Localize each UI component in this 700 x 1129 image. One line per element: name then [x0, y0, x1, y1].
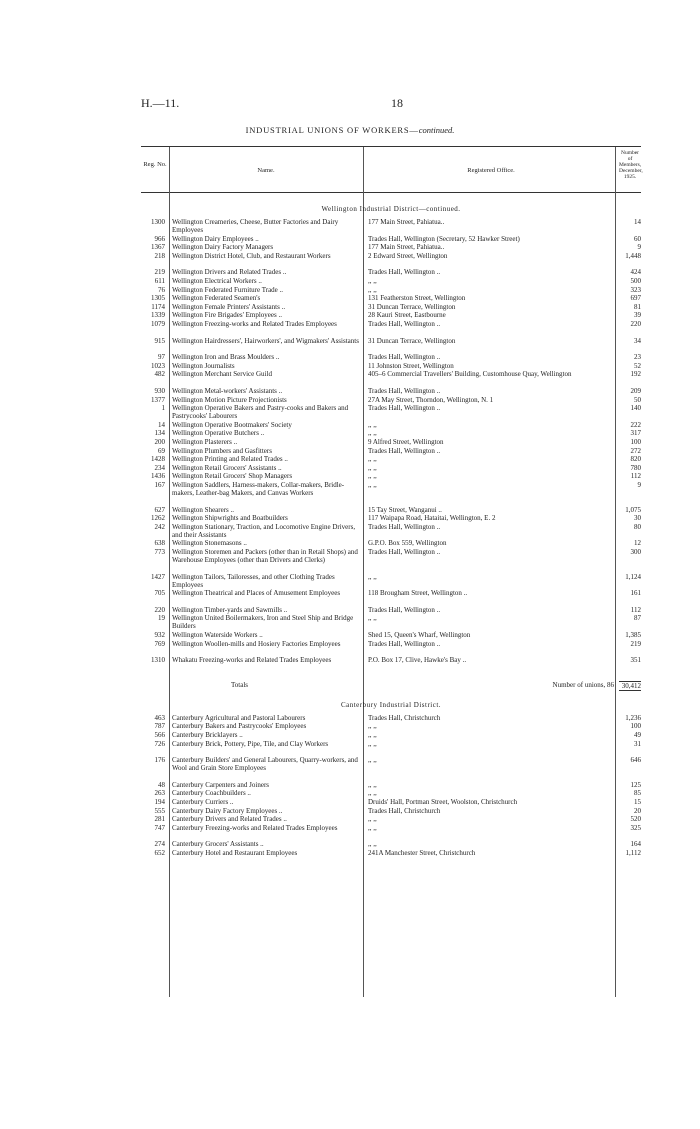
- member-count: 80: [634, 522, 641, 531]
- registered-office: 31 Duncan Terrace, Wellington: [368, 302, 456, 311]
- table-row: [141, 396, 641, 404]
- member-count: 30: [634, 514, 641, 523]
- union-name: Canterbury Carpenters and Joiners: [172, 780, 269, 789]
- member-count: 351: [630, 656, 641, 665]
- union-name: Canterbury Coachbuilders ..: [172, 789, 251, 798]
- title-continued: continued.: [418, 125, 455, 135]
- union-name: Wellington Electrical Workers ..: [172, 277, 262, 285]
- reg-no: 747: [154, 823, 165, 832]
- col-members: Number of Members, December, 1925.: [619, 150, 643, 180]
- union-name: Wellington Woollen-mills and Hosiery Factories Employees: [172, 639, 341, 648]
- registered-office: 118 Brougham Street, Wellington ..: [368, 589, 468, 598]
- registered-office: G.P.O. Box 559, Wellington: [368, 539, 447, 548]
- member-count: 49: [634, 731, 641, 739]
- registered-office: Trades Hall, Christchurch: [368, 806, 441, 815]
- registered-office: ,, ,,: [368, 420, 377, 429]
- registered-office: Trades Hall, Wellington ..: [368, 320, 441, 328]
- registered-office: Trades Hall, Wellington ..: [368, 605, 441, 614]
- registered-office: Trades Hall, Wellington ..: [368, 446, 441, 455]
- registered-office: ,, ,,: [368, 614, 377, 623]
- registered-office: 2 Edward Street, Wellington: [368, 251, 448, 260]
- reg-no: 134: [154, 429, 165, 438]
- table-row: [141, 286, 641, 294]
- reg-no: 638: [154, 539, 165, 548]
- member-count: 646: [630, 756, 641, 765]
- member-count: 12: [634, 539, 641, 548]
- reg-no: 773: [154, 548, 165, 556]
- table-row: [141, 631, 641, 639]
- member-count: 219: [630, 639, 641, 648]
- reg-no: 218: [154, 251, 165, 260]
- reg-no: 463: [154, 713, 165, 722]
- table-row: [141, 421, 641, 429]
- reg-no: 611: [154, 277, 165, 285]
- totals-row: [141, 681, 641, 690]
- member-count: 323: [630, 285, 641, 294]
- member-count: 31: [634, 739, 641, 748]
- member-count: 1,112: [625, 849, 641, 857]
- registered-office: Trades Hall, Wellington ..: [368, 548, 441, 556]
- member-count: 14: [634, 218, 641, 226]
- registered-office: Trades Hall, Christchurch: [368, 713, 441, 722]
- union-name: Wellington Hairdressers', Hairworkers', and Wigmakers' Assistants: [172, 336, 359, 345]
- registered-office: 117 Waipapa Road, Hataitai, Wellington, E. 2: [368, 514, 496, 523]
- table-row: [141, 756, 641, 780]
- registered-office: 177 Main Street, Pahiatua..: [368, 218, 445, 226]
- registered-office: 15 Tay Street, Wanganui ..: [368, 505, 442, 514]
- union-name: Canterbury Bakers and Pastrycooks' Employees: [172, 722, 307, 731]
- reg-no: 76: [158, 285, 165, 294]
- table-row: [141, 455, 641, 463]
- member-count: 520: [630, 815, 641, 824]
- union-name: Wellington Dairy Factory Managers: [172, 243, 274, 252]
- table-row: [141, 606, 641, 614]
- col-name: Name.: [257, 167, 275, 174]
- union-name: Canterbury Hotel and Restaurant Employees: [172, 849, 298, 857]
- reg-no: 1427: [151, 572, 165, 581]
- union-name: Wellington Shearers ..: [172, 505, 235, 514]
- table-row: [141, 573, 641, 589]
- section-heading: Canterbury Industrial District.: [340, 700, 442, 709]
- table-row: [141, 481, 641, 505]
- reg-no: 1377: [151, 395, 165, 404]
- reg-no: 1: [161, 404, 165, 413]
- reg-no: 932: [154, 631, 165, 639]
- table-row: [141, 731, 641, 739]
- table-row: [141, 362, 641, 370]
- reg-no: 652: [154, 849, 165, 857]
- reg-no: 726: [154, 739, 165, 748]
- member-count: 697: [630, 294, 641, 303]
- section-heading: Wellington Industrial District—continued.: [321, 205, 461, 213]
- table-row: [141, 429, 641, 437]
- member-count: 112: [630, 472, 641, 481]
- reg-no: 1023: [151, 361, 165, 370]
- table-row: [141, 523, 641, 539]
- registered-office: ,, ,,: [368, 815, 377, 824]
- table-row: [141, 840, 641, 848]
- union-name: Wellington Timber-yards and Sawmills ..: [172, 605, 288, 614]
- member-count: 164: [630, 840, 641, 849]
- member-count: 112: [630, 605, 641, 614]
- union-name: Canterbury Grocers' Assistants ..: [172, 840, 264, 849]
- reg-no: 966: [154, 234, 165, 243]
- reg-no: 263: [154, 789, 165, 798]
- col-reg-no: Reg. No.: [143, 161, 167, 168]
- member-count: 140: [630, 404, 641, 413]
- union-name: Wellington Saddlers, Harness-makers, Collar-makers, Bridle-makers, Leather-bag Makers, and Canvas Workers: [172, 481, 345, 497]
- union-name: Canterbury Agricultural and Pastoral Labourers: [172, 713, 306, 722]
- table-row: [141, 320, 641, 336]
- registered-office: ,, ,,: [368, 789, 377, 798]
- member-count: 20: [634, 806, 641, 815]
- reg-no: 1367: [151, 243, 165, 252]
- union-name: Canterbury Drivers and Related Trades ..: [172, 815, 287, 824]
- union-name: Canterbury Freezing-works and Related Trades Employees: [172, 823, 338, 832]
- member-count: 192: [630, 370, 641, 379]
- reg-no: 69: [158, 446, 165, 455]
- table-row: [141, 294, 641, 302]
- registered-office: 9 Alfred Street, Wellington: [368, 438, 444, 446]
- table-row: [141, 740, 641, 756]
- registered-office: Trades Hall, Wellington ..: [368, 639, 441, 648]
- member-count: 9: [637, 243, 641, 252]
- table-row: [141, 781, 641, 789]
- member-count: 220: [630, 320, 641, 328]
- registered-office: ,, ,,: [368, 463, 377, 472]
- table-row: [141, 404, 641, 420]
- member-count: 125: [630, 780, 641, 789]
- table-row: [141, 815, 641, 823]
- registered-office: P.O. Box 17, Clive, Hawke's Bay ..: [368, 656, 467, 665]
- reg-no: 1339: [151, 311, 165, 320]
- reg-no: 555: [154, 806, 165, 815]
- reg-no: 482: [154, 370, 165, 379]
- reg-no: 705: [154, 589, 165, 598]
- table-row: [141, 514, 641, 522]
- member-count: 272: [630, 446, 641, 455]
- member-count: 87: [634, 614, 641, 623]
- table-row: [141, 714, 641, 722]
- registered-office: 27A May Street, Thorndon, Wellington, N. 1: [368, 395, 494, 404]
- member-count: 1,385: [625, 631, 641, 639]
- reg-no: 176: [154, 756, 165, 765]
- registered-office: ,, ,,: [368, 481, 377, 489]
- page-number: 18: [391, 96, 403, 110]
- registered-office: Trades Hall, Wellington ..: [368, 404, 441, 413]
- registered-office: ,, ,,: [368, 277, 377, 285]
- table-row: [141, 722, 641, 730]
- reg-no: 281: [154, 815, 165, 824]
- member-count: 317: [630, 429, 641, 438]
- member-count: 81: [634, 302, 641, 311]
- union-name: Wellington Motion Picture Projectionists: [172, 395, 287, 404]
- registered-office: Trades Hall, Wellington (Secretary, 52 Hawker Street): [368, 234, 520, 243]
- registered-office: Trades Hall, Wellington ..: [368, 387, 441, 395]
- union-name: Wellington Stonemasons ..: [172, 539, 247, 548]
- member-count: 9: [637, 481, 641, 489]
- member-count: 1,075: [625, 505, 641, 514]
- member-count: 34: [634, 336, 641, 345]
- table-row: [141, 218, 641, 234]
- member-count: 39: [634, 311, 641, 320]
- member-count: 60: [634, 234, 641, 243]
- registered-office: ,, ,,: [368, 455, 377, 464]
- table-row: [141, 464, 641, 472]
- union-name: Whakatu Freezing-works and Related Trades Employees: [172, 656, 332, 665]
- table-row: [141, 506, 641, 514]
- registered-office: 131 Featherston Street, Wellington: [368, 294, 466, 303]
- union-name: Canterbury Brick, Pottery, Pipe, Tile, and Clay Workers: [172, 739, 329, 748]
- member-count: 23: [634, 353, 641, 362]
- union-name: Canterbury Bricklayers ..: [172, 731, 243, 739]
- member-count: 1,448: [625, 251, 641, 260]
- col-office: Registered Office.: [467, 167, 515, 174]
- union-name: Canterbury Curriers ..: [172, 798, 234, 806]
- table-row: [141, 548, 641, 572]
- registered-office: Trades Hall, Wellington ..: [368, 268, 441, 277]
- table-row: [141, 438, 641, 446]
- table-row: [141, 268, 641, 276]
- table-row: [141, 656, 641, 672]
- reg-no: 14: [158, 420, 165, 429]
- table-row: [141, 824, 641, 840]
- registered-office: 28 Kauri Street, Eastbourne: [368, 311, 446, 320]
- union-name: Wellington Storemen and Packers (other than in Retail Shops) and Warehouse Employees (other than Drivers and Clerks): [172, 548, 358, 564]
- union-name: Canterbury Dairy Factory Employees ..: [172, 806, 283, 815]
- document-reference: H.—11.: [141, 96, 180, 110]
- reg-no: 1079: [151, 320, 165, 328]
- reg-no: 220: [154, 605, 165, 614]
- union-name: Wellington District Hotel, Club, and Restaurant Workers: [172, 251, 331, 260]
- table-row: [141, 311, 641, 319]
- member-count: 100: [630, 722, 641, 731]
- registered-office: ,, ,,: [368, 285, 377, 294]
- reg-no: 274: [154, 840, 165, 849]
- table-row: [141, 370, 641, 386]
- union-name: Wellington Shipwrights and Boatbuilders: [172, 514, 288, 523]
- table-row: [141, 337, 641, 353]
- union-name: Wellington Metal-workers' Assistants ..: [172, 387, 283, 395]
- registered-office: 177 Main Street, Pahiatua..: [368, 243, 445, 252]
- unions-table: [141, 146, 641, 997]
- reg-no: 234: [154, 463, 165, 472]
- reg-no: 19: [158, 614, 165, 623]
- union-name: Wellington Retail Grocers' Shop Managers: [172, 472, 293, 481]
- member-count: 780: [630, 463, 641, 472]
- member-count: 52: [634, 361, 641, 370]
- registered-office: ,, ,,: [368, 472, 377, 481]
- reg-no: 242: [154, 522, 165, 531]
- reg-no: 200: [154, 438, 165, 446]
- member-count: 1,124: [625, 572, 641, 581]
- union-name: Wellington Drivers and Related Trades ..: [172, 268, 287, 277]
- member-count: 161: [630, 589, 641, 598]
- union-name: Wellington Freezing-works and Related Trades Employees: [172, 320, 337, 328]
- table-row: [141, 614, 641, 630]
- member-count: 100: [630, 438, 641, 446]
- union-name: Wellington Operative Bakers and Pastry-cooks and Bakers and Pastrycooks' Labourers: [172, 404, 349, 421]
- reg-no: 769: [154, 639, 165, 648]
- table-row: [141, 252, 641, 268]
- table-row: [141, 243, 641, 251]
- reg-no: 566: [154, 731, 165, 739]
- page-title: [0, 125, 700, 135]
- registered-office: Trades Hall, Wellington ..: [368, 522, 441, 531]
- registered-office: ,, ,,: [368, 840, 377, 849]
- reg-no: 97: [158, 353, 165, 362]
- union-name: Wellington Retail Grocers' Assistants ..: [172, 463, 282, 472]
- union-name: Wellington Fire Brigades' Employees ..: [172, 311, 282, 320]
- union-count: Number of unions, 86: [552, 680, 614, 689]
- table-row: [141, 353, 641, 361]
- member-count: 15: [634, 798, 641, 806]
- reg-no: 1305: [151, 294, 165, 303]
- member-count: 325: [630, 823, 641, 832]
- table-row: [141, 849, 641, 857]
- registered-office: Druids' Hall, Portman Street, Woolston, Christchurch: [368, 798, 518, 806]
- table-row: [141, 789, 641, 797]
- union-name: Wellington Iron and Brass Moulders ..: [172, 353, 280, 362]
- union-name: Wellington Plumbers and Gasfitters: [172, 446, 272, 455]
- registered-office: ,, ,,: [368, 572, 377, 581]
- table-row: [141, 303, 641, 311]
- table-row: [141, 539, 641, 547]
- union-name: Wellington United Boilermakers, Iron and Steel Ship and Bridge Builders: [172, 614, 354, 631]
- union-name: Wellington Operative Butchers ..: [172, 429, 265, 438]
- member-count: 820: [630, 455, 641, 464]
- union-name: Wellington Federated Furniture Trade ..: [172, 285, 284, 294]
- table-row: [141, 798, 641, 806]
- total-members: 30,412: [619, 681, 641, 691]
- union-name: Wellington Female Printers' Assistants ..: [172, 302, 286, 311]
- registered-office: 11 Johnston Street, Wellington: [368, 361, 454, 370]
- reg-no: 48: [158, 780, 165, 789]
- registered-office: 241A Manchester Street, Christchurch: [368, 849, 476, 857]
- reg-no: 1174: [151, 302, 165, 311]
- reg-no: 930: [154, 387, 165, 395]
- union-name: Wellington Tailors, Tailoresses, and other Clothing Trades Employees: [172, 572, 335, 589]
- title-main: INDUSTRIAL UNIONS OF WORKERS—: [245, 125, 419, 135]
- member-count: 300: [630, 548, 641, 556]
- union-name: Wellington Theatrical and Places of Amusement Employees: [172, 589, 341, 598]
- union-name: Wellington Waterside Workers ..: [172, 631, 263, 639]
- reg-no: 1310: [151, 656, 165, 665]
- member-count: 222: [630, 420, 641, 429]
- member-count: 1,236: [625, 713, 641, 722]
- reg-no: 787: [154, 722, 165, 731]
- reg-no: 627: [154, 505, 165, 514]
- member-count: 85: [634, 789, 641, 798]
- table-row: [141, 472, 641, 480]
- member-count: 500: [630, 277, 641, 285]
- union-name: Wellington Stationary, Traction, and Locomotive Engine Drivers, and their Assistants: [172, 522, 356, 539]
- union-name: Wellington Printing and Related Trades ..: [172, 455, 288, 464]
- union-name: Wellington Creameries, Cheese, Butter Factories and Dairy Employees: [172, 218, 339, 234]
- union-name: Wellington Dairy Employees ..: [172, 234, 259, 243]
- table-row: [141, 589, 641, 605]
- table-row: [141, 235, 641, 243]
- union-name: Wellington Merchant Service Guild: [172, 370, 272, 379]
- reg-no: 915: [154, 336, 165, 345]
- union-name: Wellington Operative Bootmakers' Society: [172, 420, 292, 429]
- registered-office: ,, ,,: [368, 429, 377, 438]
- member-count: 209: [630, 387, 641, 395]
- totals-label: Totals: [231, 680, 249, 689]
- reg-no: 219: [154, 268, 165, 277]
- table-row: [141, 640, 641, 656]
- table-row: [141, 277, 641, 285]
- table-row: [141, 807, 641, 815]
- registered-office: Shed 15, Queen's Wharf, Wellington: [368, 631, 471, 639]
- registered-office: ,, ,,: [368, 780, 377, 789]
- member-count: 424: [630, 268, 641, 277]
- registered-office: ,, ,,: [368, 731, 377, 739]
- reg-no: 1428: [151, 455, 165, 464]
- reg-no: 1436: [151, 472, 165, 481]
- registered-office: ,, ,,: [368, 823, 377, 832]
- registered-office: ,, ,,: [368, 722, 377, 731]
- union-name: Canterbury Builders' and General Labourers, Quarry-workers, and Wool and Grain Store Employees: [172, 756, 358, 773]
- registered-office: ,, ,,: [368, 739, 377, 748]
- union-name: Wellington Federated Seamen's: [172, 294, 261, 303]
- reg-no: 1262: [151, 514, 165, 523]
- union-name: Wellington Journalists: [172, 361, 235, 370]
- reg-no: 1300: [151, 218, 165, 226]
- union-name: Wellington Plasterers ..: [172, 438, 238, 446]
- column-headers: [141, 147, 641, 193]
- registered-office: Trades Hall, Wellington ..: [368, 353, 441, 362]
- registered-office: 31 Duncan Terrace, Wellington: [368, 336, 456, 345]
- page-header: [141, 96, 640, 112]
- registered-office: 405–6 Commercial Travellers' Building, Customhouse Quay, Wellington: [368, 370, 572, 379]
- table-row: [141, 447, 641, 455]
- registered-office: ,, ,,: [368, 756, 377, 765]
- reg-no: 167: [154, 481, 165, 489]
- member-count: 50: [634, 395, 641, 404]
- reg-no: 194: [154, 798, 165, 806]
- table-row: [141, 387, 641, 395]
